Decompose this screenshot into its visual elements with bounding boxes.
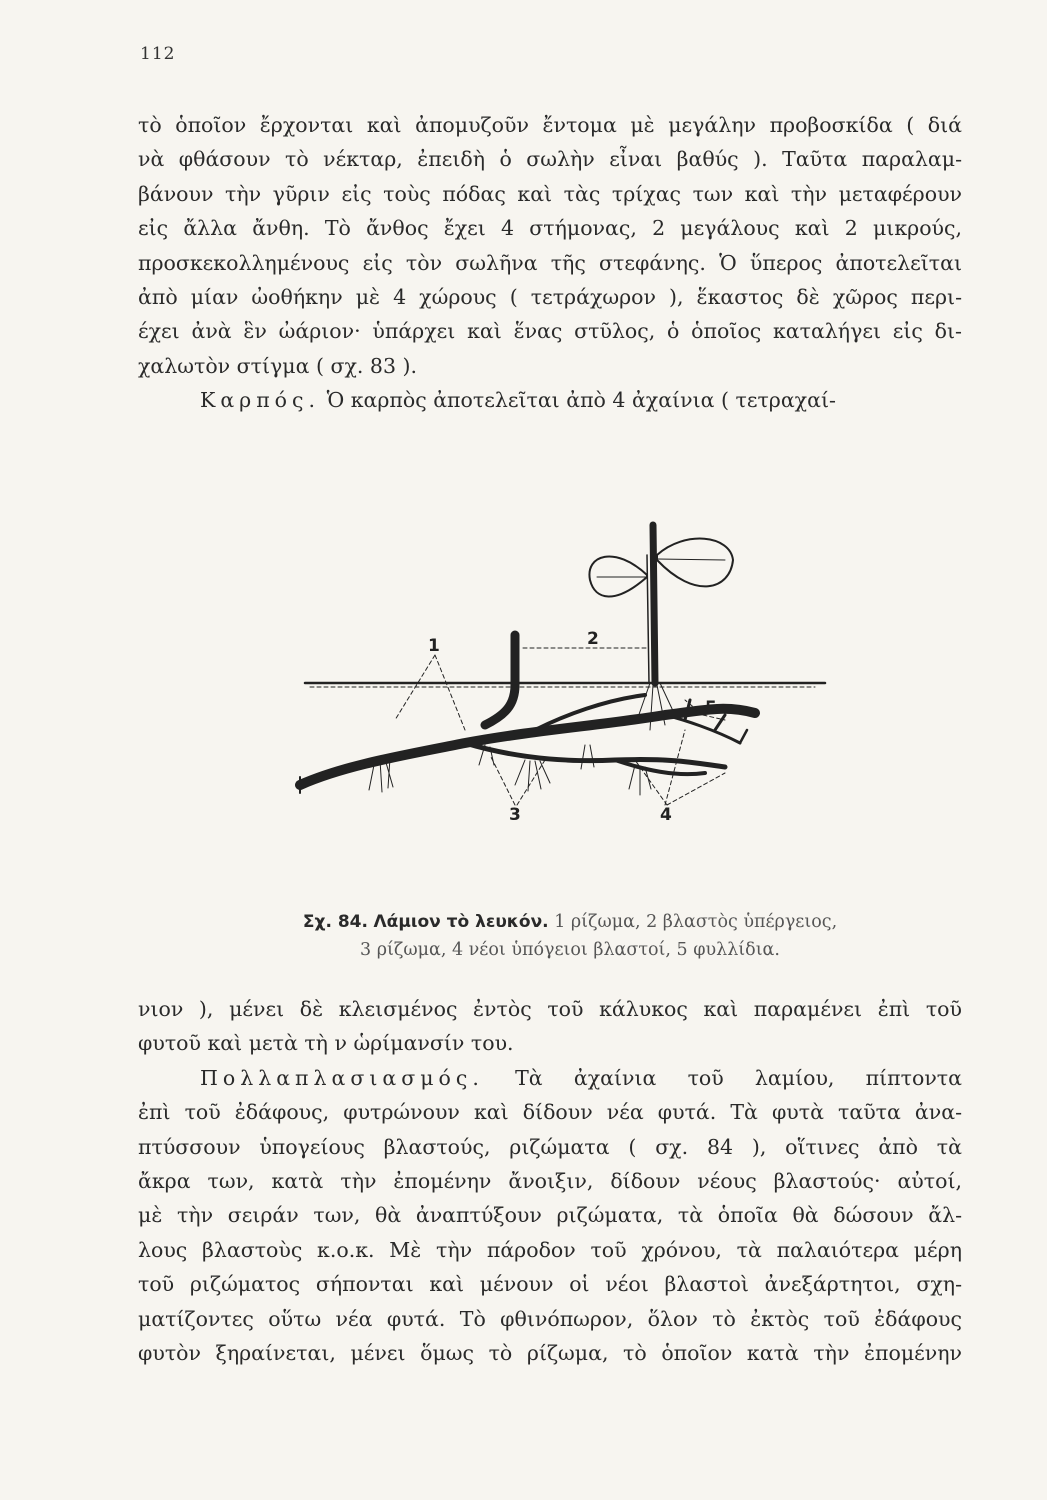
page-number: 112 [140,44,176,64]
text-line: χαλωτὸν στίγμα ( σχ. 83 ). [138,353,418,378]
pollaplasiasmos-first-text: Τὰ ἀχαίνια τοῦ λαμίου, πίπτοντα [515,1065,962,1090]
caption-line-1 [210,908,930,936]
caption-fig-number: Σχ. 84. [302,912,368,932]
caption-fig-title: Λάμιον τὸ λευκόν. [373,912,549,932]
text-line: ἄκρα των, κατὰ τὴν ἐπομένην ἄνοιξιν, δίδουν νέους βλαστούς· αὐτοί, [138,1168,962,1193]
caption-line-2: 3 ρίζωμα, 4 νέοι ὑπόγειοι βλαστοί, 5 φυλλίδια. [360,940,780,960]
caption-legend-1: 1 ρίζωμα, 2 βλαστὸς ὑπέργειος, [554,912,838,932]
figure-caption [210,908,930,964]
karpos-line [138,383,962,417]
text-line: προσκεκολλημένους εἰς τὸν σωλῆνα τῆς στεφάνης. Ὁ ὕπερος ἀποτελεῖται [138,250,962,275]
paragraph-top [138,108,962,418]
leaf-right [657,539,733,587]
figure-label-5: 5 [705,698,717,718]
pollaplasiasmos-line [138,1061,962,1095]
figure-label-2: 2 [587,629,599,649]
paragraph-mid [138,992,962,1370]
text-line: ἀπὸ μίαν ὠοθήκην μὲ 4 χώρους ( τετράχωρον ), ἕκαστος δὲ χῶρος περι- [138,284,962,309]
cut-shoot [485,635,515,725]
text-line: λους βλαστοὺς κ.ο.κ. Μὲ τὴν πάροδον τοῦ χρόνου, τὰ παλαιότερα μέρη [138,1237,962,1262]
figure-label-1: 1 [428,636,440,656]
text-line: νὰ φθάσουν τὸ νέκταρ, ἐπειδὴ ὁ σωλὴν εἶναι βαθύς ). Ταῦτα παραλαμ- [138,147,962,172]
rhizome-figure [285,515,845,825]
karpos-text: Ὁ καρπὸς ἀποτελεῖται ἀπὸ 4 ἀχαίνια ( τετραχαί- [326,388,836,413]
text-line: φυτοῦ καὶ μετὰ τὴ ν ὡρίμανσίν του. [138,1031,514,1056]
text-line: ματίζοντες οὕτω νέα φυτά. Τὸ φθινόπωρον, ὅλον τὸ ἐκτὸς τοῦ ἐδάφους [138,1306,962,1331]
text-line: φυτὸν ξηραίνεται, μένει ὅμως τὸ ρίζωμα, τὸ ὁποῖον κατὰ τὴν ἐπομένην [138,1340,962,1365]
pollaplasiasmos-heading: Πολλαπλασιασμός. [200,1065,484,1090]
figure-label-4: 4 [660,805,672,825]
karpos-heading: Καρπός. [200,388,321,413]
text-line: εἰς ἄλλα ἄνθη. Τὸ ἄνθος ἔχει 4 στήμονας, 2 μεγάλους καὶ 2 μικρούς, [138,216,962,241]
text-line: ἐπὶ τοῦ ἐδάφους, φυτρώνουν καὶ δίδουν νέα φυτά. Τὰ φυτὰ ταῦτα ἀνα- [138,1100,962,1125]
text-line: βάνουν τὴν γῦριν εἰς τοὺς πόδας καὶ τὰς τρίχας των καὶ τὴν μεταφέρουν [138,181,962,206]
text-line: έχει ἀνὰ ἓν ὠάριον· ὑπάρχει καὶ ἕνας στῦλος, ὁ ὁποῖος καταλήγει εἰς δι- [138,319,962,344]
text-line: μὲ τὴν σειράν των, θὰ ἀναπτύξουν ριζώματα, τὰ ὁποῖα θὰ δώσουν ἄλ- [138,1203,962,1228]
figure-label-3: 3 [509,805,521,825]
text-line: νιον ), μένει δὲ κλεισμένος ἐντὸς τοῦ κάλυκος καὶ παραμένει ἐπὶ τοῦ [138,997,962,1021]
text-line: πτύσσουν ὑπογείους βλαστούς, ριζώματα ( σχ. 84 ), οἵτινες ἀπὸ τὰ [138,1134,962,1159]
stem [653,525,655,683]
text-line: τὸ ὁποῖον ἔρχονται καὶ ἀπομυζοῦν ἔντομα μὲ μεγάλην προβοσκίδα ( διά [138,113,962,137]
text-line: τοῦ ριζώματος σήπονται καὶ μένουν οἱ νέοι βλαστοὶ ἀνεξάρτητοι, σχη- [138,1272,962,1297]
